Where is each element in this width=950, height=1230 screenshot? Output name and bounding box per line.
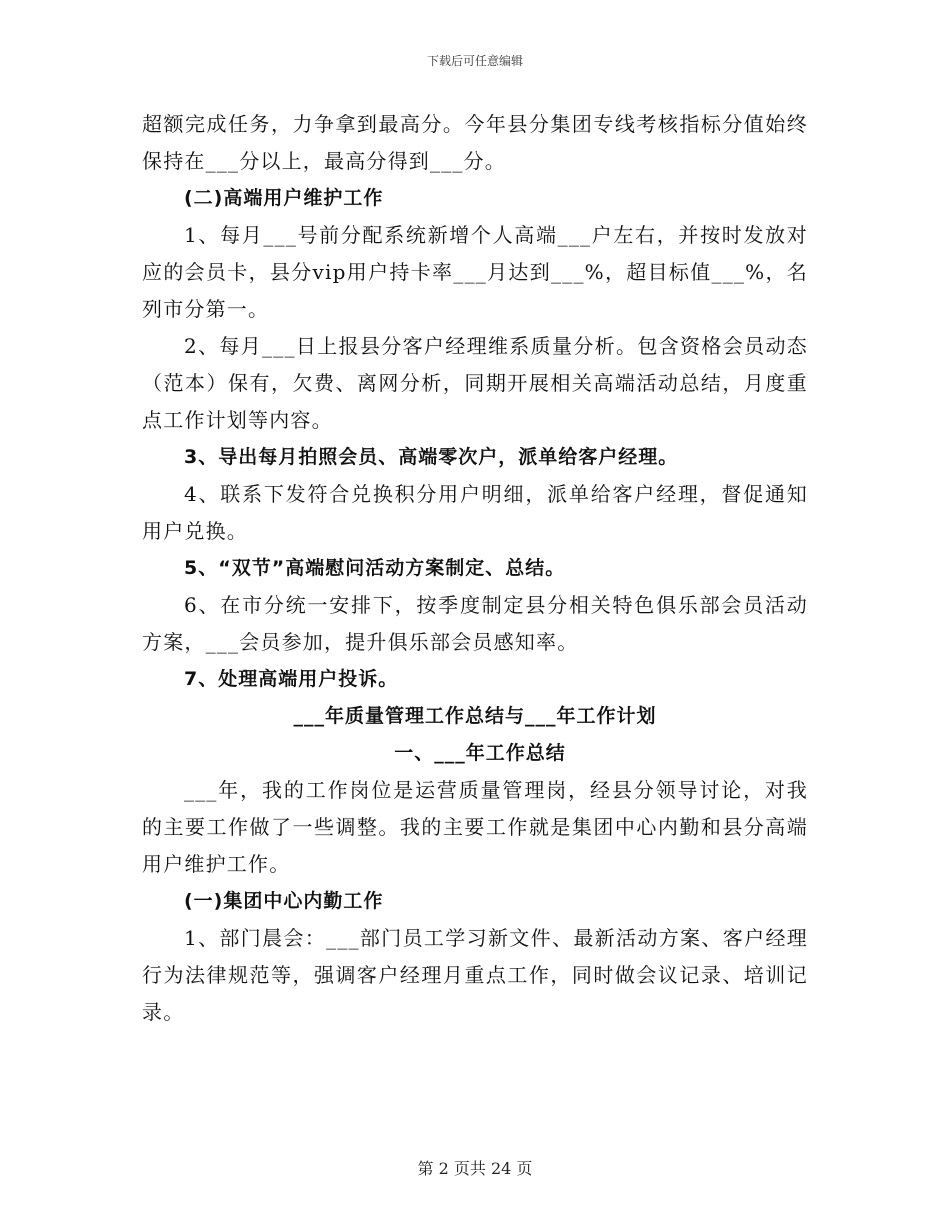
paragraph-item-5: 5、“双节”高端慰问活动方案制定、总结。 (184, 557, 566, 579)
paragraph-continuation: 超额完成任务，力争拿到最高分。今年县分集团专线考核指标分值始终保持在___分以上，最高分得到___分。 (142, 112, 808, 173)
section-title-1: 一、___年工作总结 (394, 742, 566, 764)
document-body (142, 106, 808, 1031)
section-heading-1: (一)集团中心内勤工作 (184, 890, 384, 912)
paragraph-item-1: 1、每月___号前分配系统新增个人高端___户左右，并按时发放对应的会员卡，县分vip用户持卡率___月达到___%，超目标值___%，名列市分第一。 (142, 223, 808, 321)
paragraph-item-6: 6、在市分统一安排下，按季度制定县分相关特色俱乐部会员活动方案，___会员参加，提升俱乐部会员感知率。 (142, 593, 808, 654)
document-title: ___年质量管理工作总结与___年工作计划 (293, 705, 657, 727)
paragraph-item-7: 7、处理高端用户投诉。 (184, 668, 399, 690)
paragraph-item-2: 2、每月___日上报县分客户经理维系质量分析。包含资格会员动态（范本）保有，欠费、离网分析，同期开展相关高端活动总结，月度重点工作计划等内容。 (142, 334, 808, 432)
paragraph-morning-meeting: 1、部门晨会：___部门员工学习新文件、最新活动方案、客户经理行为法律规范等，强调客户经理月重点工作，同时做会议记录、培训记录。 (142, 926, 808, 1024)
summary-paragraph: ___年，我的工作岗位是运营质量管理岗，经县分领导讨论，对我的主要工作做了一些调整。我的主要工作就是集团中心内勤和县分高端用户维护工作。 (142, 778, 808, 876)
section-heading-2: (二)高端用户维护工作 (184, 187, 384, 209)
page-footer: 第 2 页共 24 页 (417, 1159, 533, 1178)
paragraph-item-3: 3、导出每月拍照会员、高端零次户，派单给客户经理。 (184, 446, 679, 468)
paragraph-item-4: 4、联系下发符合兑换积分用户明细，派单给客户经理，督促通知用户兑换。 (142, 482, 808, 543)
page-header: 下载后可任意编辑 (426, 54, 523, 68)
